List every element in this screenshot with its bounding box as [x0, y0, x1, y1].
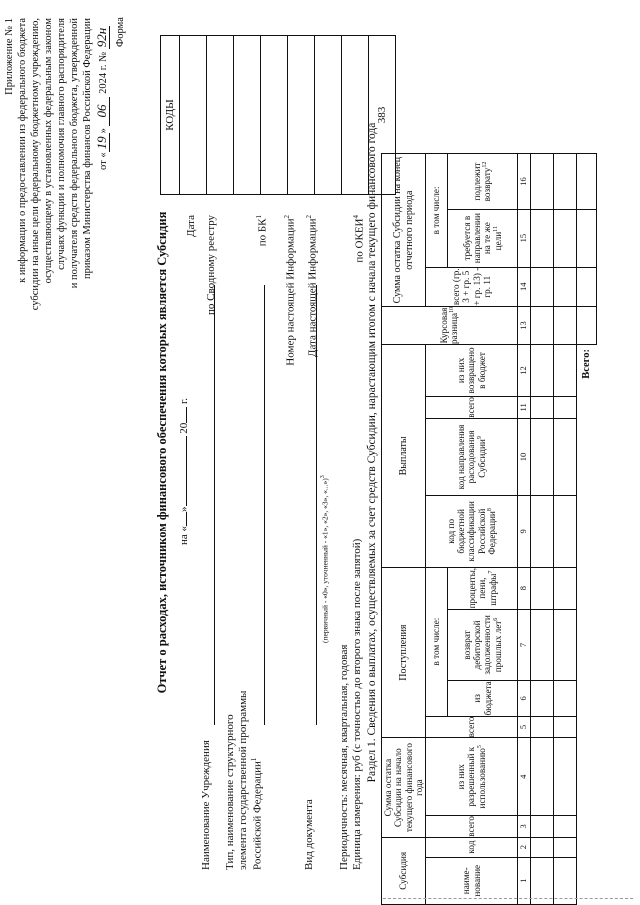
- th-interest: проценты, пени, штрафы$^7$: [448, 567, 518, 609]
- appendix-line: и получателя средств федерального бюджета, утвержденной: [69, 18, 80, 289]
- th-name: наиме-нование: [426, 857, 518, 904]
- th-payments: Выплаты: [382, 345, 426, 568]
- col-number: 5: [518, 716, 531, 738]
- th-to-return: подлежит возврату$^{12}$: [448, 154, 518, 209]
- col-number: 14: [518, 267, 531, 306]
- struct-label-2: элемента государственной программы: [237, 690, 249, 870]
- codes-table: [160, 35, 396, 195]
- th-receipts-including: в том числе:: [426, 567, 448, 716]
- appendix-date: от «19» 06 2024 г. № 92н: [94, 27, 109, 170]
- th-budget-class-code: код по бюджетной классификации Российской Федерации$^8$: [426, 496, 518, 568]
- unit-label: Единица измерения: руб (с точностью до второго знака после запятой): [351, 538, 363, 870]
- struct-label-3: Российской Федерации$^1$: [250, 757, 264, 870]
- code-cell-svodny[interactable]: [207, 36, 234, 195]
- th-subsidy: Субсидия: [382, 837, 426, 904]
- codes-header: КОДЫ: [161, 36, 180, 195]
- info-number-label: Номер настоящей Информации$^2$: [283, 215, 297, 366]
- payments-table: [381, 0, 597, 905]
- col-number: 4: [518, 738, 531, 816]
- doc-type-hint: (первичный - «0», уточненный - «1», «2», «3», «...»)$^3$: [320, 475, 330, 643]
- code-cell-info-date[interactable]: [315, 36, 342, 195]
- info-date-label: Дата настоящей Информации$^2$: [305, 215, 319, 358]
- col-number: 9: [518, 496, 531, 568]
- col-number: 2: [518, 837, 531, 857]
- code-cell-date[interactable]: [180, 36, 207, 195]
- code-cell-info-number[interactable]: [288, 36, 315, 195]
- th-end-total: всего (гр. 3 + гр. 5 + гр. 13) - гр. 11: [426, 267, 518, 306]
- th-balance-start: Сумма остатка Субсидии на начало текущего финансового года: [382, 738, 426, 837]
- col-number: 3: [518, 816, 531, 838]
- code-cell-blank[interactable]: [234, 36, 261, 195]
- col-number: 13: [518, 306, 531, 344]
- appendix-date-month: 06: [94, 97, 110, 126]
- col-number: 6: [518, 681, 531, 716]
- th-from-budget: из бюджета: [448, 681, 518, 716]
- col-number: 15: [518, 209, 531, 267]
- form-label: Форма: [115, 17, 126, 47]
- appendix-number: Приложение № 1: [4, 18, 15, 95]
- doc-type-label: Вид документа: [303, 799, 315, 870]
- periodicity-label: Периодичность: месячная, квартальная, годовая: [338, 644, 350, 870]
- date-label: Дата: [185, 215, 197, 237]
- th-payments-total: всего: [426, 396, 518, 418]
- institution-label: Наименование Учреждения: [200, 740, 212, 870]
- report-date-line: на «» 20 г.: [178, 397, 190, 545]
- col-number: 1: [518, 857, 531, 904]
- th-end-including: в том числе:: [426, 154, 448, 267]
- code-cell-bk[interactable]: [261, 36, 288, 195]
- th-balance-permitted: из них разрешенный к использованию$^5$: [426, 738, 518, 816]
- th-balance-end: Сумма остатка Субсидии на конец отчетного периода: [382, 154, 426, 307]
- th-receipts: Поступления: [382, 567, 426, 738]
- struct-line: [264, 285, 265, 725]
- appendix-line: осуществляющему в установленных федеральным законом: [43, 18, 54, 284]
- code-cell-okei[interactable]: 383: [369, 36, 396, 195]
- th-code: код: [426, 837, 518, 857]
- code-cell-blank[interactable]: [342, 36, 369, 195]
- institution-line: [214, 285, 215, 725]
- col-number: 10: [518, 418, 531, 495]
- col-number: 8: [518, 567, 531, 609]
- appendix-line: случаях функции и полномочия главного распорядителя: [56, 18, 67, 270]
- col-number: 16: [518, 154, 531, 209]
- svodny-label: по Сводному реестру: [205, 215, 217, 315]
- appendix-line: субсидии на иные цели федеральному бюджетному учреждению,: [30, 18, 41, 311]
- th-receipts-total: всего: [426, 716, 518, 738]
- th-balance-total: всего: [426, 816, 518, 838]
- appendix-date-day: 19: [94, 133, 110, 152]
- grand-total-label: Всего:: [577, 345, 597, 905]
- okei-label: по ОКЕИ$^4$: [352, 215, 366, 263]
- appendix-line: приказом Министерства финансов Российской Федерации: [82, 18, 93, 279]
- th-direction-code: код направления расходования Субсидии$^9$: [426, 418, 518, 495]
- col-number: 12: [518, 345, 531, 397]
- th-returned: из них возвращено в бюджет: [426, 345, 518, 397]
- page-title: Отчет о расходах, источником финансового обеспечения которых является Субсидия: [155, 211, 169, 694]
- th-fx: Курсовая разница$^{10}$: [382, 306, 518, 344]
- col-number: 11: [518, 396, 531, 418]
- cut-line: [383, 898, 633, 899]
- col-number: 7: [518, 609, 531, 681]
- appendix-line: к информации о предоставлении из федерального бюджета: [17, 18, 28, 283]
- appendix-order-number: 92н: [94, 27, 109, 48]
- section-title: Раздел 1. Сведения о выплатах, осуществляемых за счет средств Субсидии, нарастающим итогом с начала текущего финансового года: [366, 122, 378, 783]
- bk-label: по $БК^1$: [255, 215, 269, 247]
- th-required: требуется в направлении на те же цели$^{11}$: [448, 209, 518, 267]
- th-debt-return: возврат дебиторской задолженности прошлых лет$^6$: [448, 609, 518, 681]
- struct-label-1: Тип, наименование структурного: [224, 714, 236, 870]
